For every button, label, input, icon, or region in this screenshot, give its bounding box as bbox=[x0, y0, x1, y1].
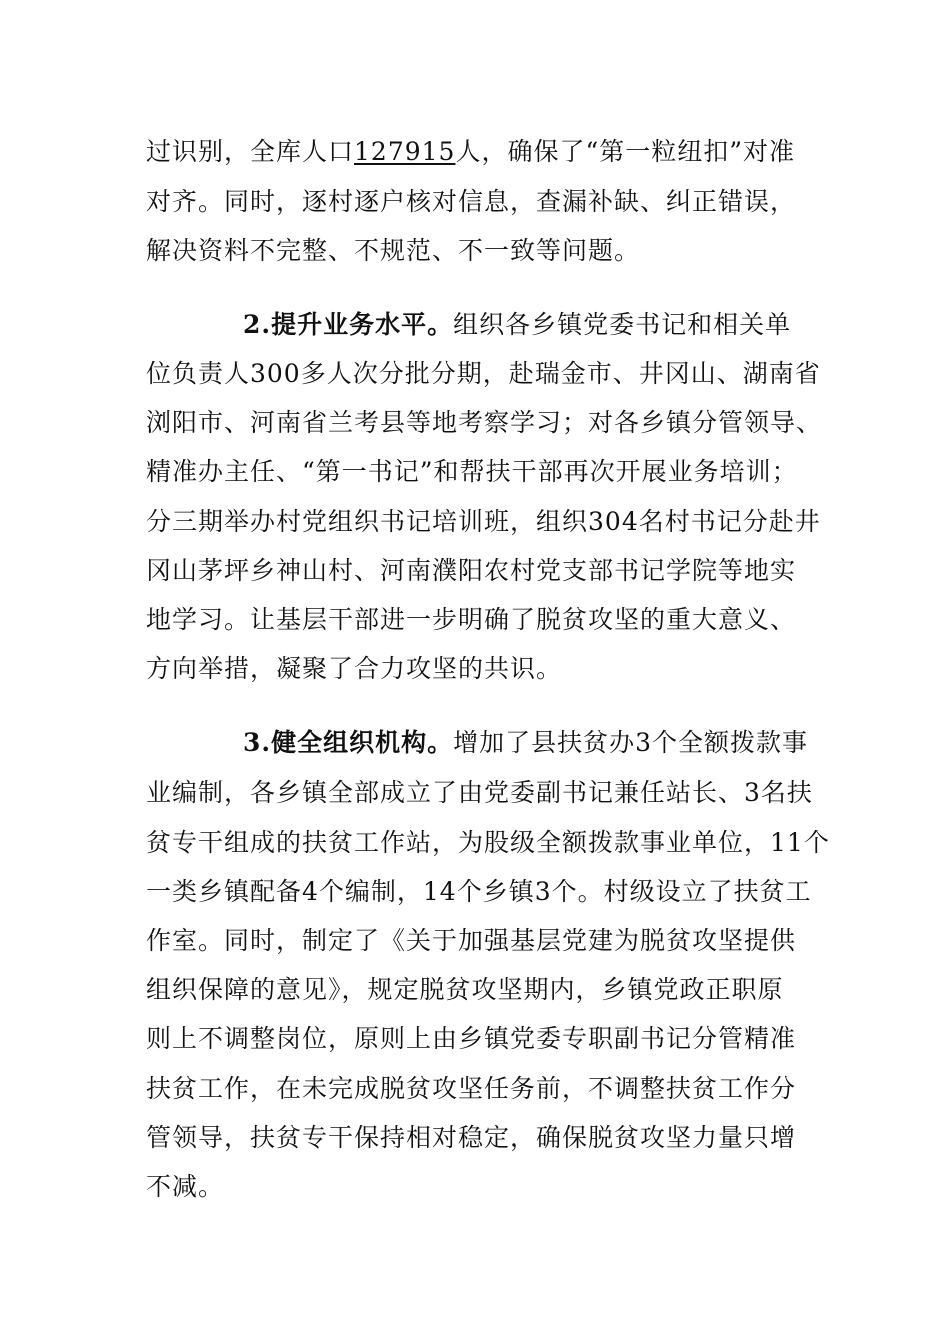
paragraph-1-line-2: 对齐。同时，逐村逐户核对信息，查漏补缺、纠正错误， bbox=[146, 187, 797, 216]
paragraph-1-line-1 bbox=[146, 137, 795, 167]
paragraph-2-line-5: 分三期举办村党组织书记培训班，组织304名村书记分赴井 bbox=[146, 507, 821, 536]
section-heading: 2.提升业务水平。 bbox=[243, 310, 454, 339]
paragraph-1-line-3: 解决资料不完整、不规范、不一致等问题。 bbox=[146, 236, 641, 265]
section-heading: 3.健全组织机构。 bbox=[243, 728, 454, 757]
paragraph-2-line-6: 冈山茅坪乡神山村、河南濮阳农村党支部书记学院等地实 bbox=[146, 556, 797, 585]
paragraph-3-line-5: 作室。同时，制定了《关于加强基层党建为脱贫攻坚提供 bbox=[146, 926, 797, 955]
paragraph-3-line-4: 一类乡镇配备4个编制，14个乡镇3个。村级设立了扶贫工 bbox=[146, 877, 812, 906]
text-run: 组织各乡镇党委书记和相关单 bbox=[453, 310, 792, 339]
paragraph-2-line-7: 地学习。让基层干部进一步明确了脱贫攻坚的重大意义、 bbox=[146, 605, 797, 634]
paragraph-2-line-8: 方向举措，凝聚了合力攻坚的共识。 bbox=[146, 654, 563, 683]
paragraph-3-line-3: 贫专干组成的扶贫工作站，为股级全额拨款事业单位，11个 bbox=[146, 828, 830, 857]
paragraph-3-line-9: 管领导，扶贫专干保持相对稳定，确保脱贫攻坚力量只增 bbox=[146, 1123, 797, 1152]
paragraph-3-line-10: 不减。 bbox=[146, 1172, 225, 1201]
paragraph-3-line-8: 扶贫工作，在未完成脱贫攻坚任务前，不调整扶贫工作分 bbox=[146, 1074, 797, 1103]
paragraph-2-line-4: 精准办主任、“第一书记”和帮扶干部再次开展业务培训； bbox=[146, 457, 798, 486]
text-run: 人，确保了“第一粒纽扣”对准 bbox=[455, 137, 796, 166]
paragraph-2-line-3: 浏阳市、河南省兰考县等地考察学习；对各乡镇分管领导、 bbox=[146, 408, 823, 437]
paragraph-3-line-2: 业编制，各乡镇全部成立了由党委副书记兼任站长、3名扶 bbox=[146, 778, 813, 807]
paragraph-2-line-1 bbox=[243, 310, 791, 340]
text-run: 过识别，全库人口 bbox=[146, 137, 355, 166]
population-number: 127915 bbox=[354, 137, 456, 166]
paragraph-2-line-2: 位负责人300多人次分批分期，赴瑞金市、井冈山、湖南省 bbox=[146, 359, 821, 388]
text-run: 增加了县扶贫办3个全额拨款事 bbox=[453, 728, 809, 757]
paragraph-3-line-1 bbox=[243, 728, 808, 758]
paragraph-3-line-6: 组织保障的意见》，规定脱贫攻坚期内，乡镇党政正职原 bbox=[146, 975, 784, 1004]
paragraph-3-line-7: 则上不调整岗位，原则上由乡镇党委专职副书记分管精准 bbox=[146, 1024, 797, 1053]
